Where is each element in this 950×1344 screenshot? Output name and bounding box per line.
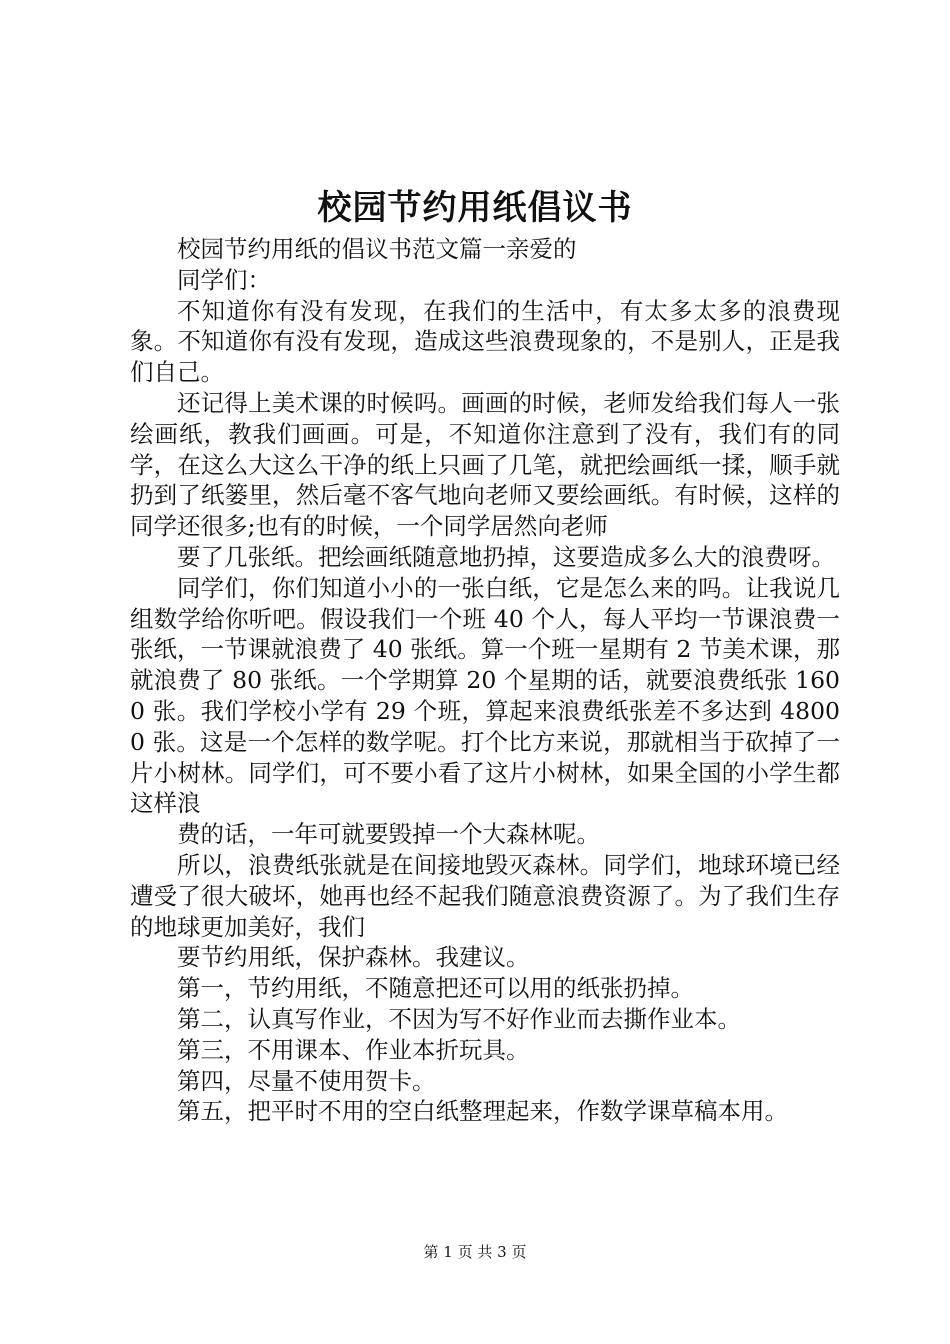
paragraph: 同学们： [177, 265, 271, 294]
paragraph: 第一，节约用纸，不随意把还可以用的纸张扔掉。 [177, 974, 694, 1003]
paragraph: 第二，认真写作业，不因为写不好作业而去撕作业本。 [177, 1004, 741, 1033]
document-title: 校园节约用纸倡议书 [317, 188, 633, 228]
paragraph: 第四，尽量不使用贺卡。 [177, 1066, 436, 1095]
paragraph: 第五，把平时不用的空白纸整理起来，作数学课草稿本用。 [177, 1097, 788, 1126]
paragraph: 费的话，一年可就要毁掉一个大森林呢。 [177, 820, 600, 849]
paragraph: 要节约用纸，保护森林。我建议。 [177, 943, 530, 972]
paragraph: 同学们，你们知道小小的一张白纸，它是怎么来的吗。让我说几组数学给你听吧。假设我们一个班 40 个人，每人平均一节课浪费一张纸，一节课就浪费了 40 张纸。算一个班一星期有 2 节美术课，那就浪费了 80 张纸。一个学期算 20 个星期的话，就要浪费纸张 1600 张。我们学校小学有 29 个班，算起来浪费纸张差不多达到 48000 张。这是一个怎样的数学呢。打个比方来说，那就相当于砍掉了一片小树林。同学们，可不要小看了这片小树林，如果全国的小学生都这样浪 [130, 573, 840, 818]
paragraph: 要了几张纸。把绘画纸随意地扔掉，这要造成多么大的浪费呀。 [177, 542, 835, 571]
document-body [130, 234, 840, 1127]
page-number-footer: 第 1 页 共 3 页 [423, 1243, 527, 1261]
paragraph: 校园节约用纸的倡议书范文篇一亲爱的 [177, 235, 577, 263]
paragraph: 所以，浪费纸张就是在间接地毁灭森林。同学们，地球环境已经遭受了很大破坏，她再也经不起我们随意浪费资源了。为了我们生存的地球更加美好，我们 [130, 850, 840, 941]
paragraph: 不知道你有没有发现，在我们的生活中，有太多太多的浪费现象。不知道你有没有发现，造成这些浪费现象的，不是别人，正是我们自己。 [130, 296, 840, 387]
paragraph: 还记得上美术课的时候吗。画画的时候，老师发给我们每人一张绘画纸，教我们画画。可是，不知道你注意到了没有，我们有的同学，在这么大这么干净的纸上只画了几笔，就把绘画纸一揉，顺手就扔到了纸篓里，然后毫不客气地向老师又要绘画纸。有时候，这样的同学还很多;也有的时候，一个同学居然向老师 [130, 388, 840, 541]
paragraph: 第三，不用课本、作业本折玩具。 [177, 1035, 530, 1064]
